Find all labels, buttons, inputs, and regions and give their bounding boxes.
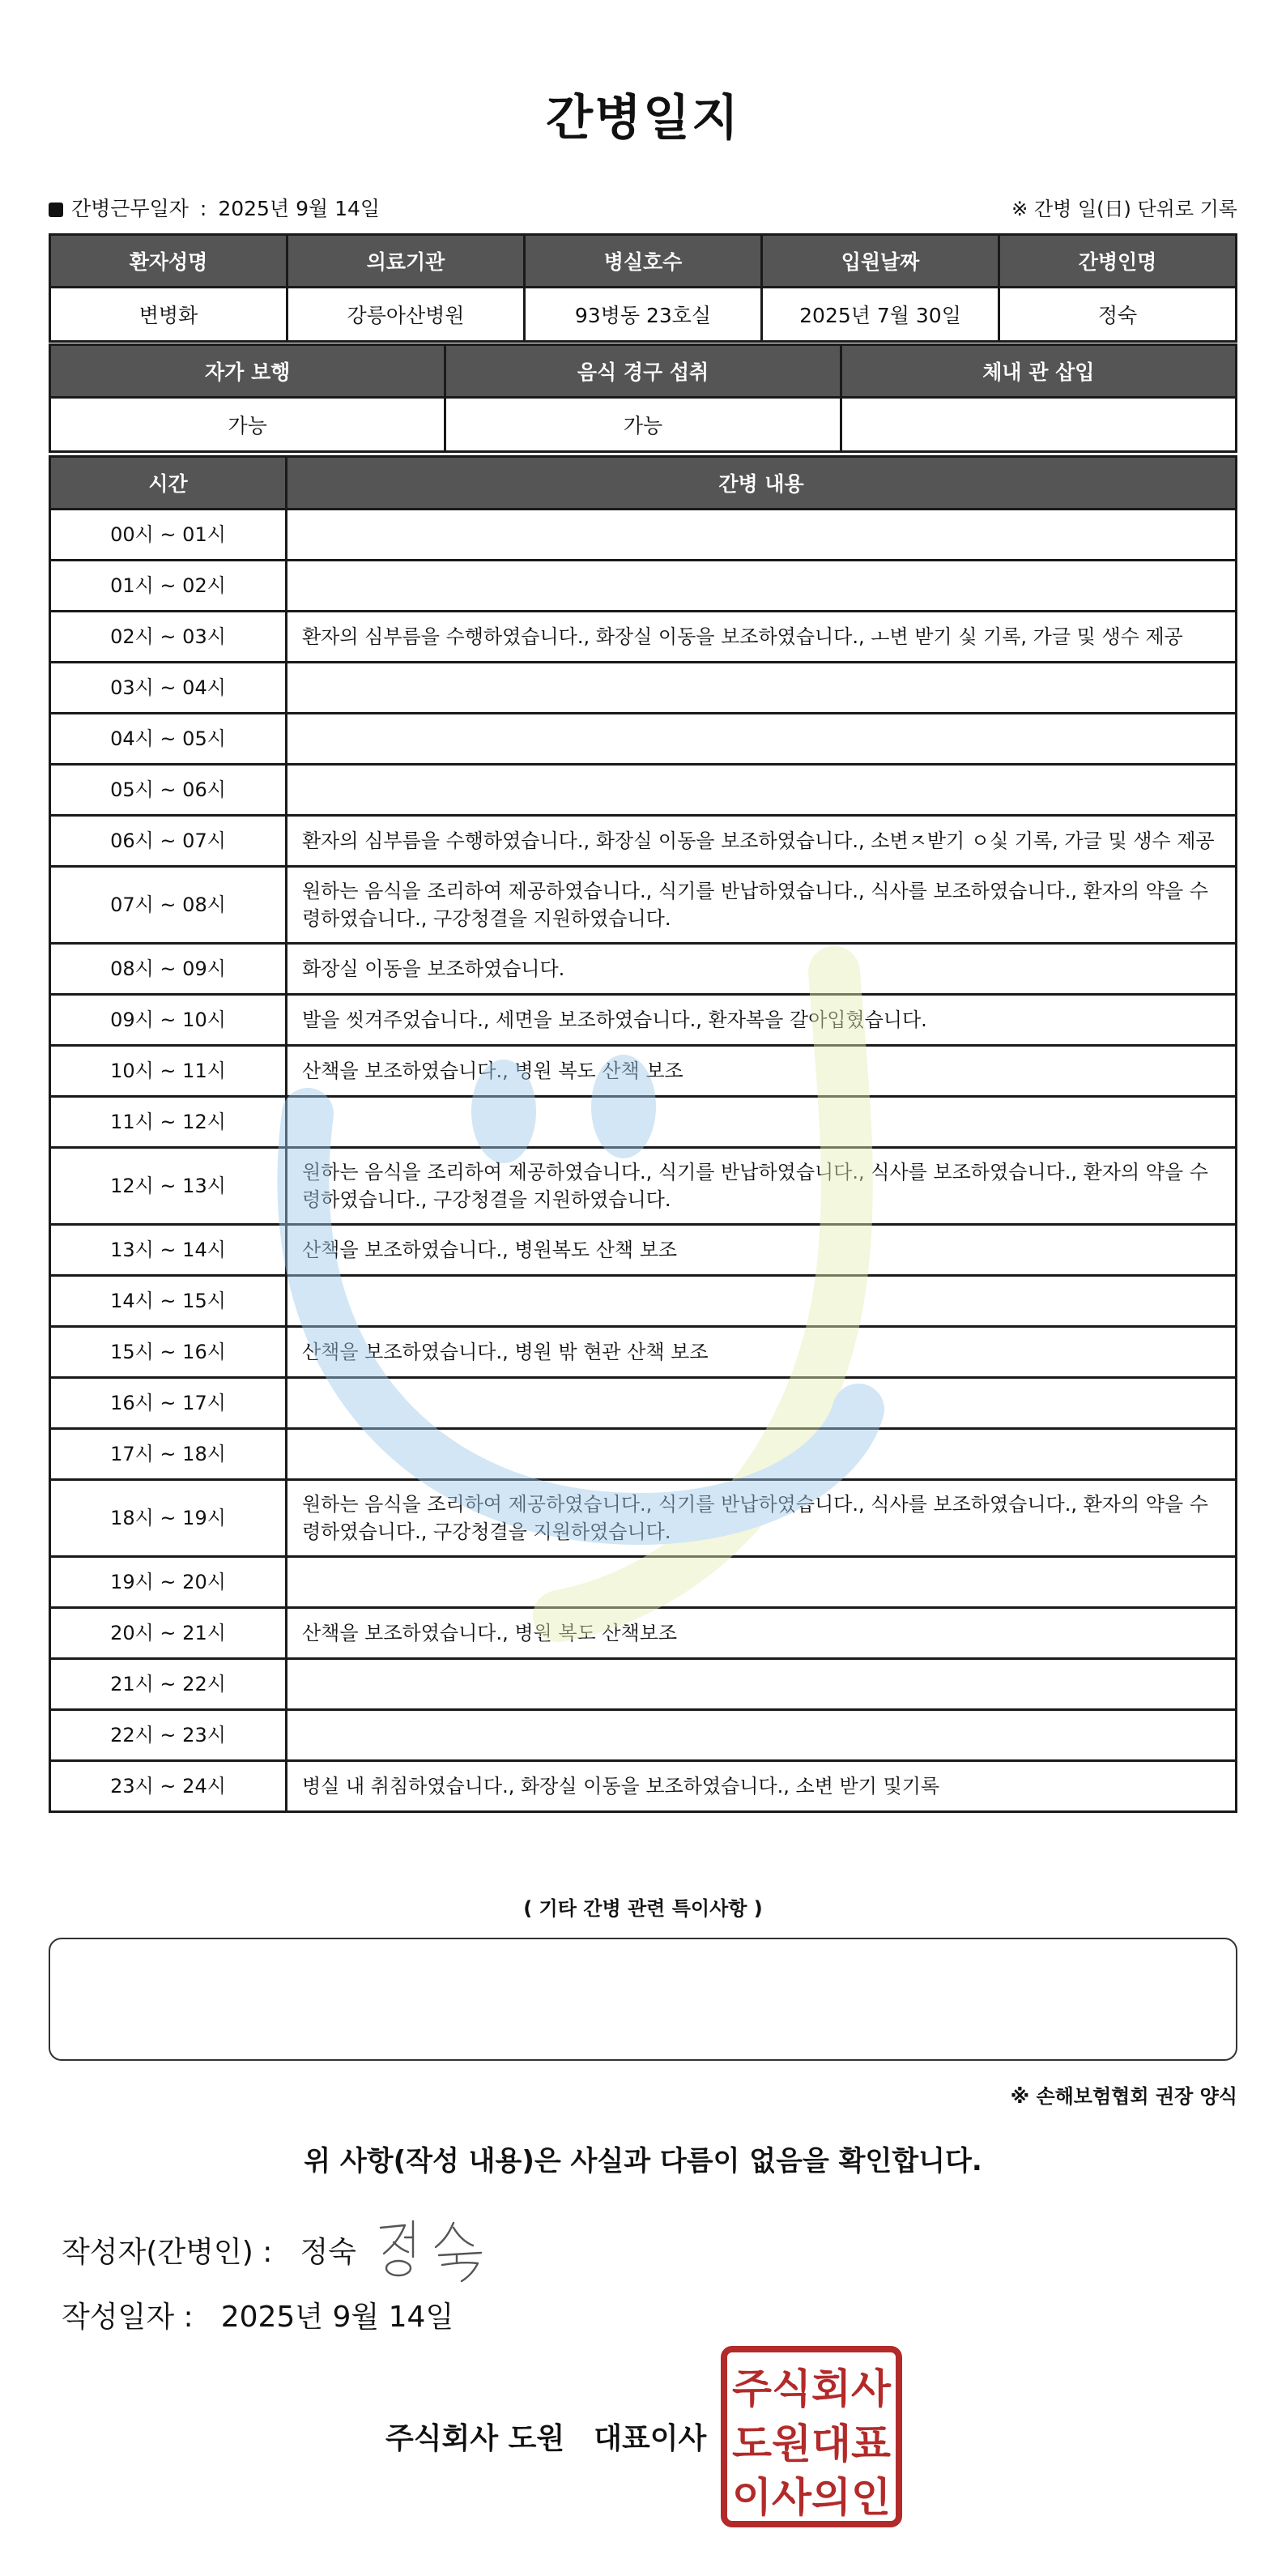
patient-status-value-row [50, 398, 1237, 452]
confirmation-statement: 위 사항(작성 내용)은 사실과 다름이 없음을 확인합니다. [304, 2145, 982, 2177]
care-log-row [50, 1097, 1237, 1148]
svg-text:주식회사: 주식회사 [732, 2365, 892, 2412]
written-date-line [62, 2294, 454, 2335]
header-caregiver-name: 간병인명 [999, 235, 1237, 288]
care-log-time: 13시 ~ 14시 [50, 1225, 287, 1276]
care-log-time: 09시 ~ 10시 [50, 995, 287, 1046]
care-log-row [50, 1710, 1237, 1761]
care-log-time: 12시 ~ 13시 [50, 1148, 287, 1225]
care-log-content: 산책을 보조하였습니다., 병원 밖 현관 산책 보조 [287, 1327, 1237, 1378]
care-log-content: 산책을 보조하였습니다., 병원 복도 산책 보조 [287, 1046, 1237, 1097]
care-log-row [50, 1761, 1237, 1812]
notes-box [49, 1938, 1237, 2061]
care-log-row [50, 561, 1237, 612]
care-log-time: 18시 ~ 19시 [50, 1480, 287, 1557]
care-log-content [287, 1097, 1237, 1148]
care-log-time: 03시 ~ 04시 [50, 663, 287, 714]
care-log-time: 17시 ~ 18시 [50, 1429, 287, 1480]
room-number: 93병동 23호실 [525, 288, 762, 342]
unit-note: ※ 간병 일(日) 단위로 기록 [1011, 198, 1237, 220]
care-log-content [287, 1429, 1237, 1480]
care-log-row [50, 1225, 1237, 1276]
care-log-row [50, 1276, 1237, 1327]
work-date-value: 2025년 9월 14일 [218, 197, 381, 220]
header-room: 병실호수 [525, 235, 762, 288]
care-log-time: 23시 ~ 24시 [50, 1761, 287, 1812]
care-log-time: 08시 ~ 09시 [50, 944, 287, 995]
care-log-time: 06시 ~ 07시 [50, 816, 287, 867]
care-log-row [50, 995, 1237, 1046]
care-log-time: 16시 ~ 17시 [50, 1378, 287, 1429]
header-time: 시간 [50, 457, 287, 510]
self-walking-value: 가능 [50, 398, 445, 452]
care-log-time: 05시 ~ 06시 [50, 765, 287, 816]
care-log-row [50, 1659, 1237, 1710]
care-log-time: 19시 ~ 20시 [50, 1557, 287, 1608]
patient-info-header-row [50, 235, 1237, 288]
company-title: 대표이사 [594, 2422, 707, 2455]
work-date-separator: : [199, 197, 207, 220]
hospital-name: 강릉아산병원 [287, 288, 525, 342]
written-date-label: 작성일자 : [62, 2301, 194, 2334]
patient-status-header-row [50, 345, 1237, 398]
care-log-row [50, 816, 1237, 867]
svg-text:이사의인: 이사의인 [732, 2474, 891, 2521]
care-log-row [50, 765, 1237, 816]
header-oral-intake: 음식 경구 섭취 [445, 345, 841, 398]
form-note: ※ 손해보험협회 권장 양식 [1010, 2085, 1237, 2108]
care-log-time: 04시 ~ 05시 [50, 714, 287, 765]
care-log-content [287, 561, 1237, 612]
care-log-table [49, 455, 1237, 1813]
care-log-time: 20시 ~ 21시 [50, 1608, 287, 1659]
care-log-row [50, 1429, 1237, 1480]
care-log-content: 원하는 음식을 조리하여 제공하였습니다., 식기를 반납하였습니다., 식사를 보조하였습니다., 환자의 약을 수령하였습니다., 구강청결을 지원하였습니다. [287, 1480, 1237, 1557]
care-log-content: 환자의 심부름을 수행하였습니다., 화장실 이동을 보조하였습니다., 소변ㅈ받기 ㅇ싳 기록, 가글 및 생수 제공 [287, 816, 1237, 867]
care-log-content [287, 1378, 1237, 1429]
care-log-content [287, 1276, 1237, 1327]
header-self-walking: 자가 보행 [50, 345, 445, 398]
care-log-time: 14시 ~ 15시 [50, 1276, 287, 1327]
notes-title: ( 기타 간병 관련 특이사항 ) [523, 1897, 763, 1920]
company-name: 주식회사 도원 [385, 2422, 565, 2455]
care-log-row [50, 1378, 1237, 1429]
care-log-row [50, 612, 1237, 663]
care-log-row [50, 1608, 1237, 1659]
care-log-time: 22시 ~ 23시 [50, 1710, 287, 1761]
header-tube-insertion: 체내 관 삽입 [841, 345, 1236, 398]
patient-status-table [49, 343, 1237, 453]
care-log-content [287, 663, 1237, 714]
care-log-row [50, 867, 1237, 944]
care-log-time: 02시 ~ 03시 [50, 612, 287, 663]
meta-row [49, 193, 1237, 222]
care-log-row [50, 663, 1237, 714]
care-log-time: 15시 ~ 16시 [50, 1327, 287, 1378]
care-log-content: 화장실 이동을 보조하였습니다. [287, 944, 1237, 995]
care-log-row [50, 1327, 1237, 1378]
care-log-content [287, 1659, 1237, 1710]
care-log-time: 01시 ~ 02시 [50, 561, 287, 612]
handwritten-signature [374, 2210, 496, 2283]
work-date-label: 간병근무일자 [71, 197, 189, 220]
writer-name: 정숙 [300, 2236, 356, 2269]
care-log-content: 원하는 음식을 조리하여 제공하였습니다., 식기를 반납하였습니다., 식사를 보조하였습니다., 환자의 약을 수령하였습니다., 구강청결을 지원하였습니다. [287, 867, 1237, 944]
care-log-content: 산책을 보조하였습니다., 병원 복도 산책보조 [287, 1608, 1237, 1659]
care-log-row [50, 1046, 1237, 1097]
svg-text:도원대표: 도원대표 [732, 2420, 892, 2467]
document-title: 간병일지 [546, 90, 740, 147]
admission-date: 2025년 7월 30일 [762, 288, 999, 342]
writer-line [62, 2229, 356, 2271]
care-log-content [287, 765, 1237, 816]
care-log-content: 원하는 음식을 조리하여 제공하였습니다., 식기를 반납하였습니다., 식사를 보조하였습니다., 환자의 약을 수령하였습니다., 구강청결을 지원하였습니다. [287, 1148, 1237, 1225]
work-date [49, 193, 380, 222]
care-log-time: 00시 ~ 01시 [50, 510, 287, 561]
care-log-content: 병실 내 취침하였습니다., 화장실 이동을 보조하였습니다., 소변 받기 및기록 [287, 1761, 1237, 1812]
oral-intake-value: 가능 [445, 398, 841, 452]
care-log-content [287, 1710, 1237, 1761]
care-log-body [50, 510, 1237, 1812]
care-log-time: 11시 ~ 12시 [50, 1097, 287, 1148]
header-patient-name: 환자성명 [50, 235, 287, 288]
care-log-content: 발을 씻겨주었습니다., 세면을 보조하였습니다., 환자복을 갈아입혔습니다. [287, 995, 1237, 1046]
caregiver-name: 정숙 [999, 288, 1237, 342]
written-date-value: 2025년 9월 14일 [220, 2301, 454, 2334]
care-log-row [50, 714, 1237, 765]
care-log-row [50, 1557, 1237, 1608]
care-log-row [50, 510, 1237, 561]
care-log-row [50, 1480, 1237, 1557]
header-admission-date: 입원날짜 [762, 235, 999, 288]
care-log-content: 산책을 보조하였습니다., 병원복도 산책 보조 [287, 1225, 1237, 1276]
writer-label: 작성자(간병인) : [62, 2236, 273, 2269]
header-hospital: 의료기관 [287, 235, 525, 288]
care-log-content [287, 1557, 1237, 1608]
care-log-time: 21시 ~ 22시 [50, 1659, 287, 1710]
patient-name: 변병화 [50, 288, 287, 342]
care-log-content [287, 510, 1237, 561]
care-log-content [287, 714, 1237, 765]
care-log-row [50, 1148, 1237, 1225]
company-seal-stamp [719, 2344, 904, 2529]
company-line [385, 2416, 706, 2457]
care-log-header-row [50, 457, 1237, 510]
care-log-time: 07시 ~ 08시 [50, 867, 287, 944]
patient-info-table [49, 233, 1237, 343]
care-log-row [50, 944, 1237, 995]
care-log-content: 환자의 심부름을 수행하였습니다., 화장실 이동을 보조하였습니다., ㅗ변 받기 싳 기록, 가글 및 생수 제공 [287, 612, 1237, 663]
tube-insertion-value [841, 398, 1236, 452]
header-care-content: 간병 내용 [287, 457, 1237, 510]
square-bullet-icon [49, 203, 63, 217]
patient-info-value-row [50, 288, 1237, 342]
care-log-time: 10시 ~ 11시 [50, 1046, 287, 1097]
